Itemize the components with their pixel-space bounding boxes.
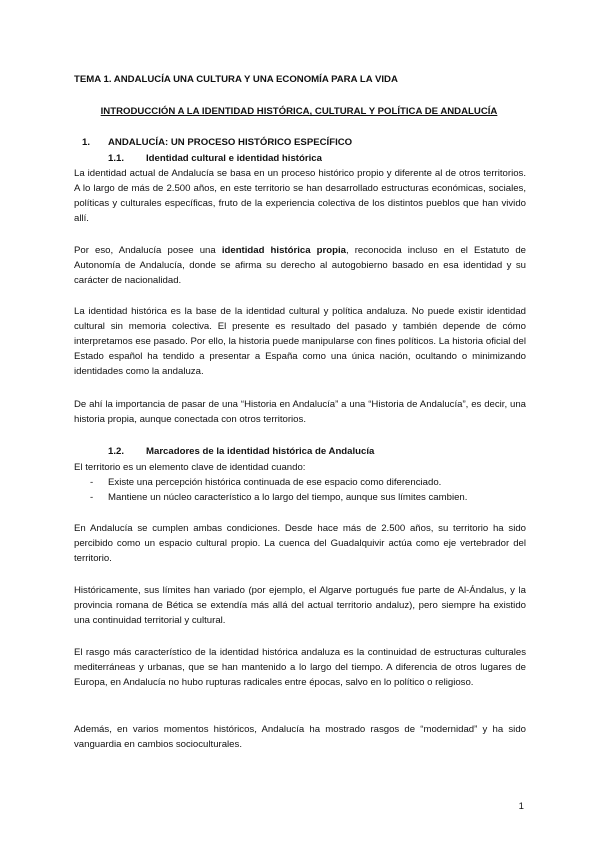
bullet-list: [74, 475, 526, 505]
paragraph-4: De ahí la importancia de pasar de una “Historia en Andalucía” a una “Historia de Andalucía”, es decir, una historia propia, aunque conectada con otros territorios.: [74, 399, 526, 425]
paragraph-1: La identidad actual de Andalucía se basa en un proceso histórico propio y diferente al de otros territorios. A lo largo de más de 2.500 años, en este territorio se han desarrollado estructuras económicas, sociales, políticas y culturales específicas, fruto de la experiencia colectiva de los distintos pueblos que han vivido allí.: [74, 168, 526, 224]
subsection-heading-1-2: [108, 444, 374, 459]
list-item: - Existe una percepción histórica continuada de ese espacio como diferenciado.: [74, 475, 526, 490]
subsection-number: 1.1.: [108, 153, 125, 164]
section-number: 1.: [82, 137, 91, 148]
document-title: TEMA 1. ANDALUCÍA UNA CULTURA Y UNA ECONOMÍA PARA LA VIDA: [74, 74, 398, 85]
paragraph-2-text-start: Por eso, Andalucía posee una: [74, 245, 222, 256]
paragraph-2-emphasis: identidad histórica propia: [221, 245, 346, 256]
paragraph-6: En Andalucía se cumplen ambas condiciones. Desde hace más de 2.500 años, su territorio ha sido percibido como un espacio cultural propio. La cuenca del Guadalquivir actúa como eje vertebrador del territorio.: [74, 523, 526, 564]
subsection-label: Identidad cultural e identidad histórica: [146, 153, 322, 164]
subsection-label: Marcadores de la identidad histórica de Andalucía: [146, 446, 375, 457]
paragraph-9: Además, en varios momentos históricos, Andalucía ha mostrado rasgos de “modernidad” y ha sido vanguardia en cambios socioculturales.: [74, 724, 526, 750]
list-item: - Mantiene un núcleo característico a lo largo del tiempo, aunque sus límites cambien.: [74, 490, 526, 505]
paragraph-8: El rasgo más característico de la identidad histórica andaluza es la continuidad de estructuras culturales mediterráneas y urbanas, que se han mantenido a lo largo del tiempo. A diferencia de otros lugares de Europa, en Andalucía no hubo rupturas radicales entre épocas, salvo en lo político o religioso.: [74, 647, 526, 688]
subsection-heading-1-1: [108, 151, 322, 166]
section-heading-1: [82, 135, 352, 150]
paragraph-2-text-end: , reconocida incluso en el Estatuto de Autonomía de Andalucía, donde se afirma su derecho al autogobierno basado en esa identidad y su carácter de nacionalidad.: [74, 245, 526, 286]
page-number: 1: [518, 801, 524, 812]
section-label: ANDALUCÍA: UN PROCESO HISTÓRICO ESPECÍFICO: [108, 137, 353, 148]
paragraph-3: La identidad histórica es la base de la identidad cultural y política andaluza. No puede existir identidad cultural sin memoria colectiva. El presente es resultado del pasado y también depende de cómo interpretamos ese pasado. Por ello, la historia puede manipularse con fines políticos. La historia oficial del Estado español ha tendido a presentar a España como una única nación, ocultando o minimizando identidades como la andaluza.: [74, 306, 526, 377]
paragraph-5: El territorio es un elemento clave de identidad cuando:: [74, 462, 306, 473]
paragraph-2: [74, 243, 526, 288]
paragraph-7: Históricamente, sus límites han variado (por ejemplo, el Algarve portugués fue parte de Al-Ándalus, y la provincia romana de Bética se extendía más allá del actual territorio andaluz), pero siempre ha existido una continuidad territorial y cultural.: [74, 585, 526, 626]
intro-heading: INTRODUCCIÓN A LA IDENTIDAD HISTÓRICA, CULTURAL Y POLÍTICA DE ANDALUCÍA: [100, 106, 498, 117]
subsection-number: 1.2.: [108, 446, 125, 457]
